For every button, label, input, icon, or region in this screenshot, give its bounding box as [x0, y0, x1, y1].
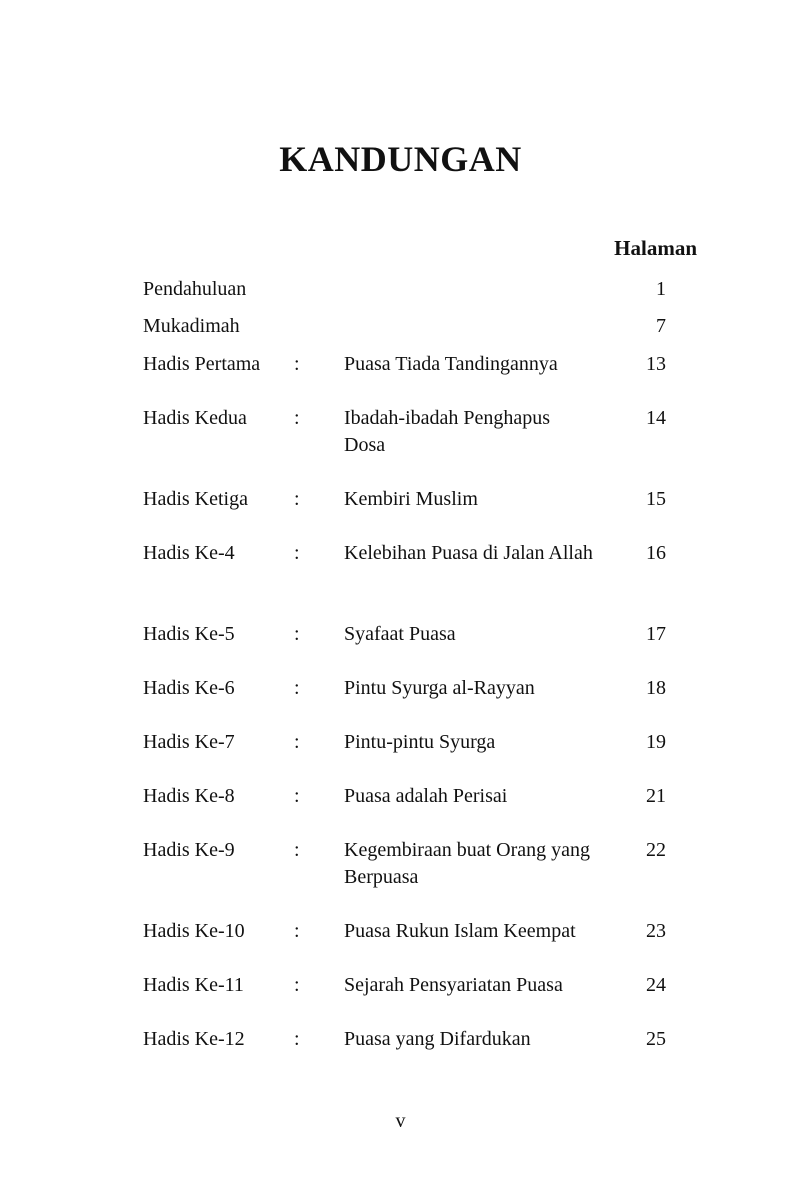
toc-entry [0, 1026, 801, 1080]
toc-entry [0, 783, 801, 837]
toc-entry [0, 837, 801, 918]
entry-separator: : [294, 839, 300, 861]
entry-separator: : [294, 785, 300, 807]
entry-label: Mukadimah [143, 315, 240, 337]
entry-topic: Puasa Rukun Islam Keempat [344, 920, 576, 942]
entry-page-number: 18 [646, 677, 666, 699]
entry-topic: Kegembiraan buat Orang yang Berpuasa [344, 839, 591, 888]
entry-separator: : [294, 920, 300, 942]
toc-entry [0, 351, 801, 405]
entry-topic: Puasa yang Difardukan [344, 1028, 531, 1050]
entry-topic: Kembiri Muslim [344, 488, 478, 510]
toc-entry [0, 486, 801, 540]
entry-separator: : [294, 542, 300, 564]
entry-topic: Ibadah-ibadah Penghapus Dosa [344, 407, 551, 456]
entry-page-number: 16 [646, 542, 666, 564]
entry-label: Hadis Ke-9 [143, 839, 235, 861]
entry-topic: Syafaat Puasa [344, 623, 456, 645]
toc-entry [0, 621, 801, 675]
entry-topic: Sejarah Pensyariatan Puasa [344, 974, 563, 996]
entry-separator: : [294, 731, 300, 753]
entry-label: Hadis Ke-7 [143, 731, 235, 753]
entry-label: Hadis Ketiga [143, 488, 248, 510]
toc-entry [0, 405, 801, 486]
entry-label: Hadis Pertama [143, 353, 261, 375]
entry-page-number: 15 [646, 488, 666, 510]
entry-page-number: 21 [646, 785, 666, 807]
toc-entry [0, 540, 801, 621]
toc-entry [0, 675, 801, 729]
entry-topic: Kelebihan Puasa di Jalan Allah [344, 542, 593, 564]
page-title: KANDUNGAN [279, 139, 522, 179]
entry-separator: : [294, 1028, 300, 1050]
entry-page-number: 25 [646, 1028, 666, 1050]
entry-page-number: 23 [646, 920, 666, 942]
entry-page-number: 19 [646, 731, 666, 753]
entry-page-number: 14 [646, 407, 666, 429]
entry-page-number: 1 [656, 278, 666, 300]
entry-label: Hadis Ke-5 [143, 623, 235, 645]
entry-label: Hadis Kedua [143, 407, 247, 429]
entry-page-number: 24 [646, 974, 666, 996]
entry-topic: Puasa Tiada Tandingannya [344, 353, 558, 375]
toc-entry [0, 972, 801, 1026]
entry-label: Hadis Ke-4 [143, 542, 235, 564]
entry-separator: : [294, 623, 300, 645]
entry-page-number: 7 [656, 315, 666, 337]
page-column-header: Halaman [614, 236, 697, 260]
entry-label: Hadis Ke-11 [143, 974, 244, 996]
entry-label: Hadis Ke-6 [143, 677, 235, 699]
entry-separator: : [294, 353, 300, 375]
page-folio: v [395, 1110, 406, 1132]
entry-separator: : [294, 677, 300, 699]
entry-topic: Pintu-pintu Syurga [344, 731, 496, 753]
entry-topic: Puasa adalah Perisai [344, 785, 508, 807]
entry-label: Pendahuluan [143, 278, 247, 300]
entry-page-number: 17 [646, 623, 666, 645]
toc-entry [0, 729, 801, 783]
entry-page-number: 22 [646, 839, 666, 861]
entry-label: Hadis Ke-8 [143, 785, 235, 807]
entry-separator: : [294, 407, 300, 429]
entry-label: Hadis Ke-12 [143, 1028, 245, 1050]
entry-page-number: 13 [646, 353, 666, 375]
toc-entry [0, 276, 801, 313]
entry-topic: Pintu Syurga al-Rayyan [344, 677, 535, 699]
entry-separator: : [294, 488, 300, 510]
toc-entry [0, 918, 801, 972]
entry-separator: : [294, 974, 300, 996]
toc-entry [0, 313, 801, 351]
entry-label: Hadis Ke-10 [143, 920, 245, 942]
table-of-contents [0, 276, 801, 1080]
